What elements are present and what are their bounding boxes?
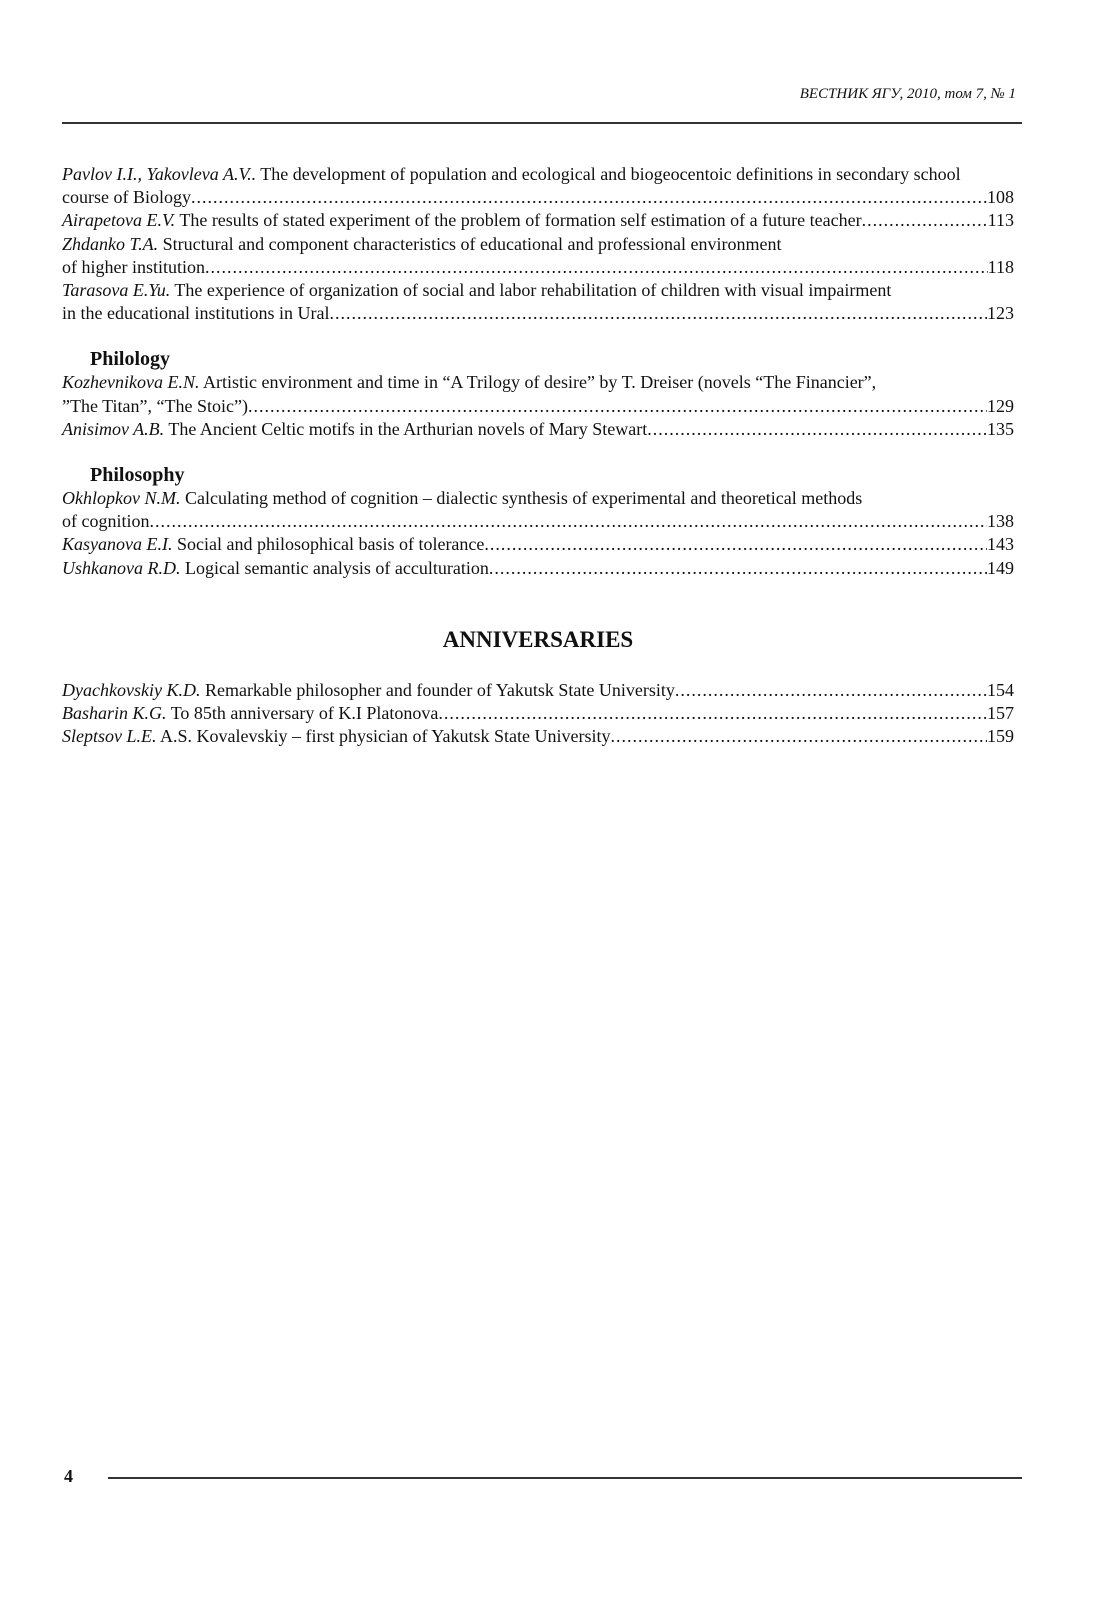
entry-page-number: 149 [987, 557, 1014, 578]
section-heading-philology: Philology [90, 348, 171, 371]
toc-entry-line [62, 371, 1014, 394]
running-header: ВЕСТНИК ЯГУ, 2010, том 7, № 1 [799, 86, 1016, 102]
toc-entry[interactable] [62, 233, 1014, 279]
entry-page-number: 129 [987, 395, 1014, 416]
entry-author: Tarasova E.Yu. [62, 280, 171, 301]
entry-title-continued: of cognition [62, 511, 150, 532]
toc-entry[interactable] [62, 679, 1014, 702]
entry-page-number: 113 [987, 210, 1014, 231]
entry-title: The experience of organization of social and labor rehabilitation of children with visual impairment [170, 280, 892, 301]
entry-title: To 85th anniversary of K.I Platonova [166, 703, 439, 724]
dot-leader [438, 702, 987, 725]
toc-entry[interactable] [62, 725, 1014, 748]
entry-title: Social and philosophical basis of tolerance [172, 534, 485, 555]
entry-title: The results of stated experiment of the problem of formation self estimation of a future teacher [175, 210, 862, 231]
entry-author: Ushkanova R.D. [62, 557, 181, 578]
entry-title-continued: course of Biology [62, 187, 191, 208]
top-entries [62, 163, 1014, 325]
entry-author: Kozhevnikova E.N. [62, 372, 200, 393]
dot-leader [150, 510, 988, 533]
toc-entry[interactable] [62, 533, 1014, 556]
dot-leader [484, 533, 987, 556]
toc-entry-line [62, 302, 1014, 325]
anniversaries-entries [62, 679, 1014, 749]
entry-page-number: 138 [987, 511, 1014, 532]
entry-author: Dyachkovskiy K.D. [62, 680, 201, 701]
toc-entry-line [62, 510, 1014, 533]
toc-entry-line [62, 487, 1014, 510]
toc-entry[interactable] [62, 702, 1014, 725]
entry-text [62, 279, 891, 302]
entry-page-number: 157 [987, 703, 1014, 724]
entry-page-number: 118 [987, 256, 1014, 277]
toc-entry-line [62, 163, 1014, 186]
toc-entry-line [62, 702, 1014, 725]
entry-title-continued: ”The Titan”, “The Stoic”) [62, 395, 248, 416]
dot-leader [248, 395, 987, 418]
entry-title: The Ancient Celtic motifs in the Arthurian novels of Mary Stewart [164, 418, 648, 439]
entry-page-number: 143 [987, 534, 1014, 555]
entry-text [62, 487, 862, 510]
entry-title-continued: of higher institution [62, 256, 205, 277]
toc-entry[interactable] [62, 418, 1014, 441]
dot-leader [489, 557, 987, 580]
entry-page-number: 154 [987, 680, 1014, 701]
toc-entry-line [62, 395, 1014, 418]
entry-title: Calculating method of cognition – dialectic synthesis of experimental and theoretical methods [180, 488, 863, 509]
entry-author: Kasyanova E.I. [62, 534, 173, 555]
dot-leader [675, 679, 987, 702]
entry-text [62, 163, 961, 186]
entry-text [62, 679, 675, 702]
entry-text [62, 725, 610, 748]
toc-entry-line [62, 256, 1014, 279]
entry-author: Anisimov A.B. [62, 418, 165, 439]
toc-entry-line [62, 209, 1014, 232]
entry-title: Logical semantic analysis of acculturation [180, 557, 489, 578]
dot-leader [329, 302, 987, 325]
entry-page-number: 159 [987, 726, 1014, 747]
philosophy-entries [62, 487, 1014, 580]
entry-text [62, 418, 647, 441]
table-of-contents [62, 163, 1014, 749]
dot-leader [191, 186, 987, 209]
entry-page-number: 135 [987, 418, 1014, 439]
entry-page-number: 123 [987, 303, 1014, 324]
entry-author: Airapetova E.V. [62, 210, 176, 231]
entry-text [62, 371, 876, 394]
entry-text [62, 702, 438, 725]
toc-entry[interactable] [62, 209, 1014, 232]
page-number: 4 [64, 1466, 73, 1486]
entry-title-continued: in the educational institutions in Ural [62, 303, 330, 324]
entry-text [62, 233, 781, 256]
footer-rule [108, 1477, 1022, 1479]
section-heading-anniversaries: ANNIVERSARIES [442, 626, 634, 652]
entry-author: Pavlov I.I., Yakovleva A.V.. [62, 164, 257, 184]
toc-entry[interactable] [62, 557, 1014, 580]
toc-entry-line [62, 186, 1014, 209]
section-heading-philosophy: Philosophy [90, 464, 185, 487]
toc-entry-line [62, 533, 1014, 556]
entry-title: Structural and component characteristics of educational and professional environment [158, 233, 782, 254]
entry-title: The development of population and ecological and biogeocentoic definitions in secondary school [256, 164, 961, 184]
entry-author: Basharin K.G. [62, 703, 167, 724]
entry-page-number: 108 [987, 187, 1014, 208]
entry-text [62, 209, 862, 232]
toc-entry-line [62, 725, 1014, 748]
toc-entry-line [62, 279, 1014, 302]
entry-title: Remarkable philosopher and founder of Yakutsk State University [200, 680, 675, 701]
toc-entry[interactable] [62, 279, 1014, 325]
dot-leader [647, 418, 987, 441]
toc-entry-line [62, 557, 1014, 580]
philology-entries [62, 371, 1014, 441]
toc-entry[interactable] [62, 487, 1014, 533]
toc-entry-line [62, 233, 1014, 256]
dot-leader [205, 256, 988, 279]
entry-text [62, 557, 489, 580]
entry-text [62, 533, 484, 556]
entry-author: Okhlopkov N.M. [62, 488, 181, 509]
toc-entry-line [62, 679, 1014, 702]
dot-leader [610, 725, 987, 748]
toc-entry-line [62, 418, 1014, 441]
header-rule [62, 122, 1022, 124]
toc-entry[interactable] [62, 371, 1014, 417]
toc-entry[interactable] [62, 163, 1014, 209]
entry-title: A.S. Kovalevskiy – first physician of Yakutsk State University [156, 726, 611, 747]
dot-leader [862, 209, 988, 232]
entry-author: Zhdanko T.A. [62, 233, 159, 254]
entry-author: Sleptsov L.E. [62, 726, 157, 747]
entry-title: Artistic environment and time in “A Trilogy of desire” by T. Dreiser (novels “The Financier”, [199, 372, 877, 393]
